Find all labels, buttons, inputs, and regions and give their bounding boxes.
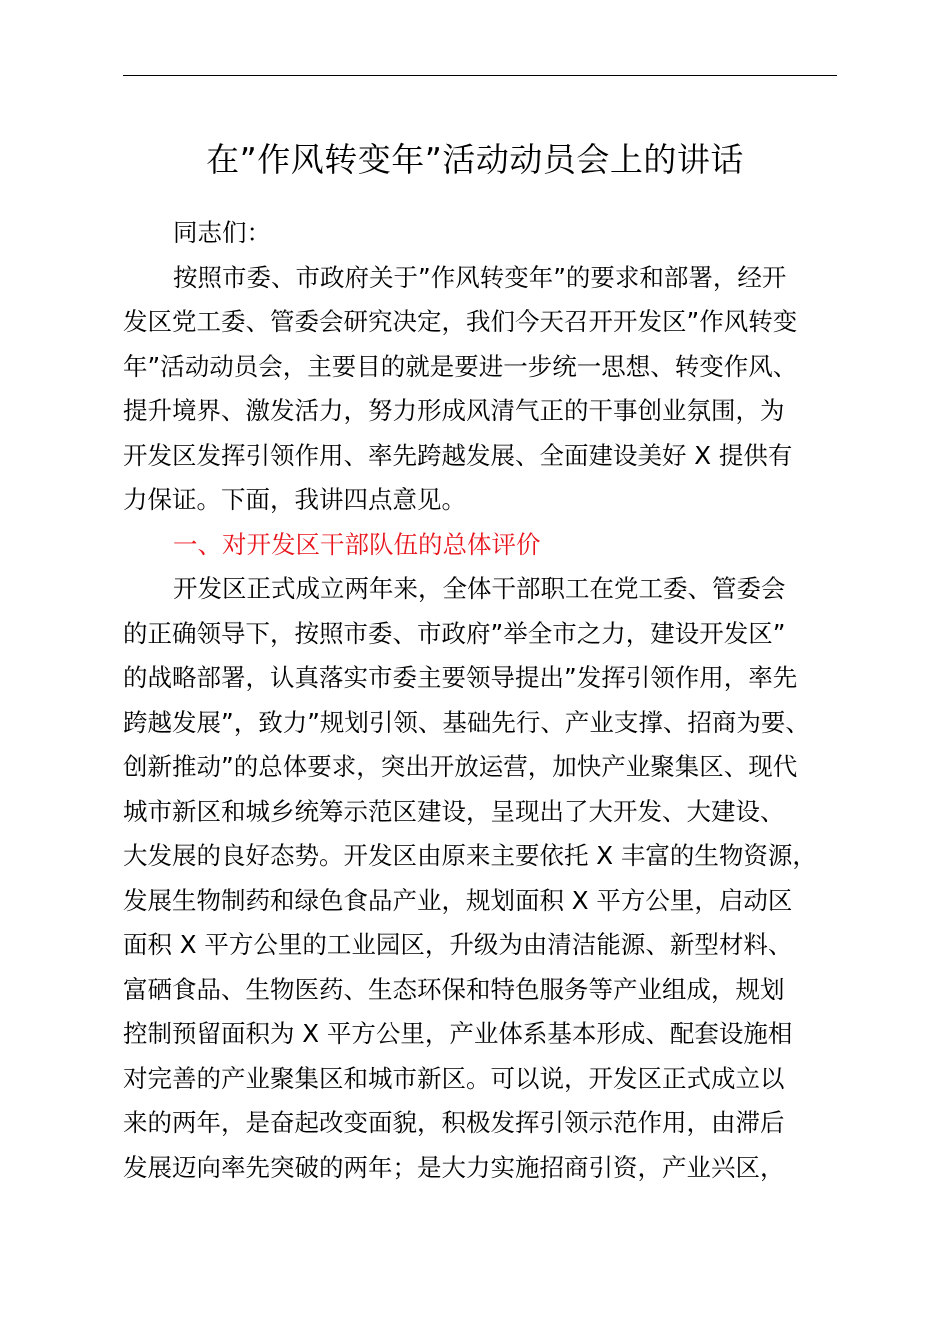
document-title: 在”作风转变年”活动动员会上的讲话 bbox=[206, 140, 744, 179]
paragraph-line: 提升境界、激发活力，努力形成风清气正的干事创业氛围，为 bbox=[123, 396, 785, 425]
paragraph-line: 创新推动”的总体要求，突出开放运营，加快产业聚集区、现代 bbox=[123, 752, 798, 781]
paragraph-line: 控制预留面积为 X 平方公里，产业体系基本形成、配套设施相 bbox=[123, 1019, 793, 1048]
paragraph-line: 的战略部署，认真落实市委主要领导提出”发挥引领作用，率先 bbox=[123, 663, 798, 692]
paragraph-line: 面积 X 平方公里的工业园区，升级为由清洁能源、新型材料、 bbox=[123, 930, 793, 959]
paragraph-2 bbox=[123, 567, 839, 1190]
header-rule bbox=[123, 75, 837, 76]
paragraph-line: 大发展的良好态势。开发区由原来主要依托 X 丰富的生物资源， bbox=[123, 841, 817, 870]
paragraph-line: 按照市委、市政府关于”作风转变年”的要求和部署，经开 bbox=[173, 262, 787, 292]
paragraph-line: 发展生物制药和绿色食品产业，规划面积 X 平方公里，启动区 bbox=[123, 885, 793, 915]
paragraph-line: 年”活动动员会，主要目的就是要进一步统一思想、转变作风、 bbox=[123, 351, 798, 381]
paragraph-line: 富硒食品、生物医药、生态环保和特色服务等产业组成，规划 bbox=[123, 974, 785, 1004]
paragraph-line: 来的两年，是奋起改变面貌，积极发挥引领示范作用，由滞后 bbox=[123, 1108, 785, 1137]
paragraph-line: 的正确领导下，按照市委、市政府”举全市之力，建设开发区” bbox=[123, 618, 786, 648]
paragraph-line: 开发区正式成立两年来，全体干部职工在党工委、管委会 bbox=[173, 574, 786, 603]
paragraph-line: 城市新区和城乡统筹示范区建设，呈现出了大开发、大建设、 bbox=[123, 796, 785, 826]
document-body bbox=[123, 211, 839, 1190]
paragraph-line: 发区党工委、管委会研究决定，我们今天召开开发区”作风转变 bbox=[123, 307, 798, 336]
section-heading-1: 一、对开发区干部队伍的总体评价 bbox=[173, 529, 541, 559]
salutation: 同志们： bbox=[173, 218, 271, 247]
paragraph-1 bbox=[123, 256, 839, 523]
paragraph-line: 对完善的产业聚集区和城市新区。可以说，开发区正式成立以 bbox=[123, 1063, 785, 1093]
paragraph-line: 跨越发展”，致力”规划引领、基础先行、产业支撑、招商为要、 bbox=[123, 707, 810, 737]
paragraph-line: 力保证。下面，我讲四点意见。 bbox=[123, 485, 466, 514]
paragraph-line: 发展迈向率先突破的两年；是大力实施招商引资，产业兴区， bbox=[123, 1152, 785, 1182]
paragraph-line: 开发区发挥引领作用、率先跨越发展、全面建设美好 X 提供有 bbox=[123, 440, 793, 470]
